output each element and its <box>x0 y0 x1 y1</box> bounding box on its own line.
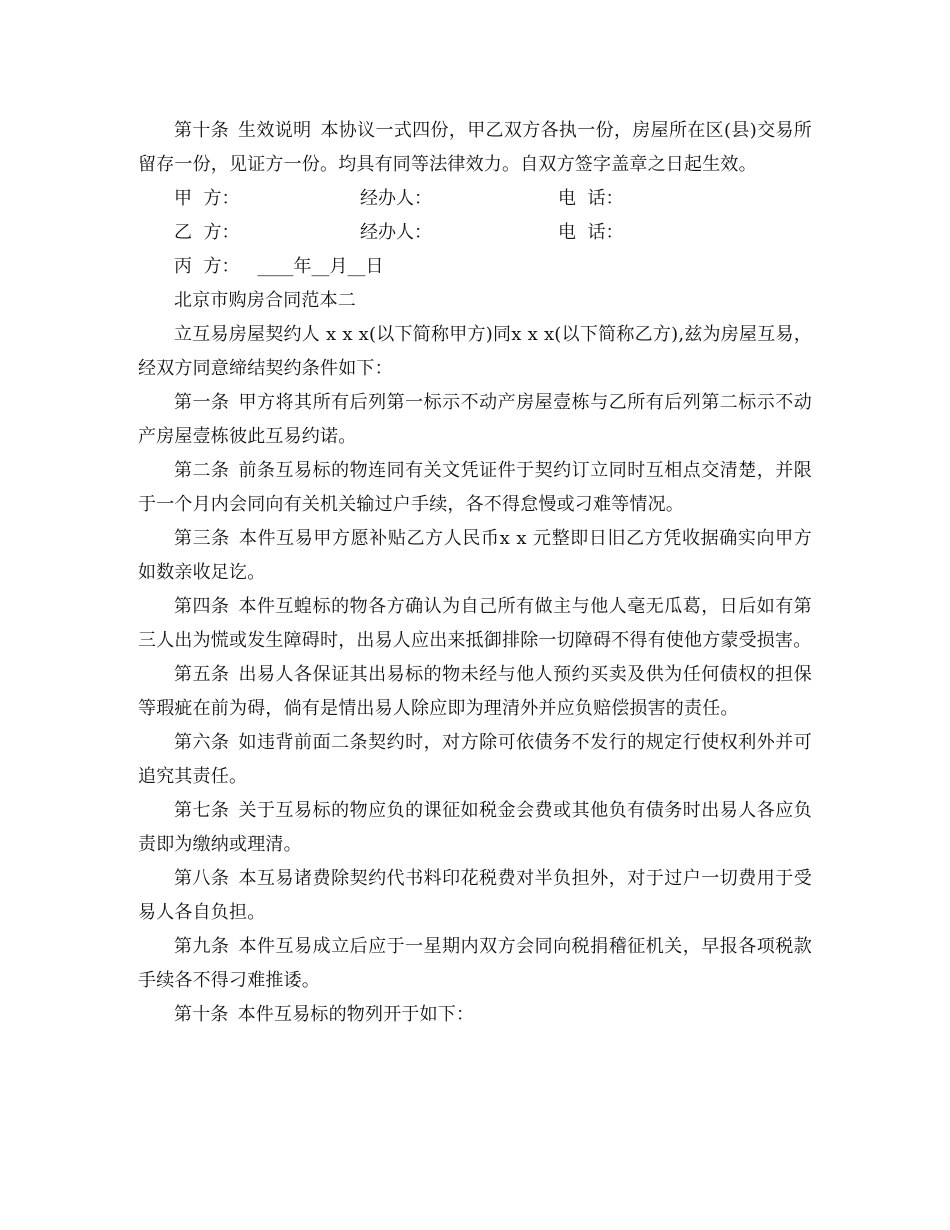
article-paragraph <box>138 454 812 522</box>
article-text: 甲方将其所有后列第一标示不动产房屋壹栋与乙所有后列第二标示不动产房屋壹栋彼此互易约诺。 <box>138 392 812 447</box>
article-10-effect <box>138 114 812 182</box>
party-b-agent-label: 经办人： <box>360 222 432 243</box>
article-label: 第一条 <box>174 392 230 413</box>
article-text: 如违背前面二条契约时，对方除可依债务不发行的规定行使权利外并可追究其责任。 <box>138 732 812 787</box>
article-text: 本件互易标的物列开于如下： <box>237 1004 475 1025</box>
article-paragraph <box>138 522 812 590</box>
article-paragraph <box>138 386 812 454</box>
article-text: 本件互蝗标的物各方确认为自己所有做主与他人毫无瓜葛，日后如有第三人出为慌或发生障碍时，出易人应出来抵御排除一切障碍不得有使他方蒙受损害。 <box>138 596 812 651</box>
sign-date: ____年__月__日 <box>257 256 384 277</box>
article-title: 生效说明 <box>238 120 312 141</box>
contract-intro: 立互易房屋契约人 x x x(以下简称甲方)同x x x(以下简称乙方),兹为房屋互易，经双方同意缔结契约条件如下： <box>138 324 812 379</box>
article-label: 第十条 <box>174 1004 229 1025</box>
party-a-agent-label: 经办人： <box>360 188 432 209</box>
party-a-label: 甲 方： <box>174 188 240 209</box>
article-paragraph <box>138 862 812 930</box>
party-a-phone-label: 电 话： <box>558 188 624 209</box>
article-text: 本件互易甲方愿补贴乙方人民币x x 元整即日旧乙方凭收据确实向甲方如数亲收足讫。 <box>138 528 813 583</box>
article-label: 第九条 <box>174 936 230 957</box>
article-text: 关于互易标的物应负的课征如税金会费或其他负有债务时出易人各应负责即为缴纳或理清。 <box>138 800 812 855</box>
article-paragraph <box>138 930 812 998</box>
article-paragraph <box>138 658 812 726</box>
article-text: 前条互易标的物连同有关文凭证件于契约订立同时互相点交清楚，并限于一个月内会同向有关机关输过户手续，各不得怠慢或刁难等情况。 <box>138 460 812 515</box>
section-subtitle: 北京市购房合同范本二 <box>174 290 356 311</box>
article-paragraph <box>138 998 812 1032</box>
article-list <box>138 386 812 1032</box>
article-label: 第二条 <box>174 460 230 481</box>
article-label: 第十条 <box>174 120 230 141</box>
party-b-label: 乙 方： <box>174 222 240 243</box>
article-label: 第四条 <box>174 596 230 617</box>
article-paragraph <box>138 726 812 794</box>
article-label: 第五条 <box>174 664 230 685</box>
article-label: 第八条 <box>174 868 230 889</box>
article-paragraph <box>138 794 812 862</box>
article-text: 出易人各保证其出易标的物未经与他人预约买卖及供为任何债权的担保等瑕疵在前为碍，倘有是情出易人除应即为理清外并应负赔偿损害的责任。 <box>138 664 812 719</box>
article-text: 本互易诸费除契约代书料印花税费对半负担外，对于过户一切费用于受易人各自负担。 <box>138 868 812 923</box>
article-label: 第七条 <box>174 800 230 821</box>
party-c-label: 丙 方： <box>174 256 240 277</box>
article-paragraph <box>138 590 812 658</box>
party-b-phone-label: 电 话： <box>558 222 624 243</box>
signature-row-party-b <box>138 216 812 250</box>
signature-row-party-a <box>138 182 812 216</box>
signature-row-party-c <box>138 250 812 284</box>
article-text: 本件互易成立后应于一星期内双方会同向税捐稽征机关，早报各项税款手续各不得刁难推诿。 <box>138 936 812 991</box>
article-label: 第三条 <box>174 528 230 549</box>
document-page <box>138 114 812 1032</box>
article-text: 本协议一式四份，甲乙双方各执一份，房屋所在区(县)交易所留存一份，见证方一份。均具有同等法律效力。自双方签字盖章之日起生效。 <box>138 120 812 175</box>
article-label: 第六条 <box>174 732 230 753</box>
